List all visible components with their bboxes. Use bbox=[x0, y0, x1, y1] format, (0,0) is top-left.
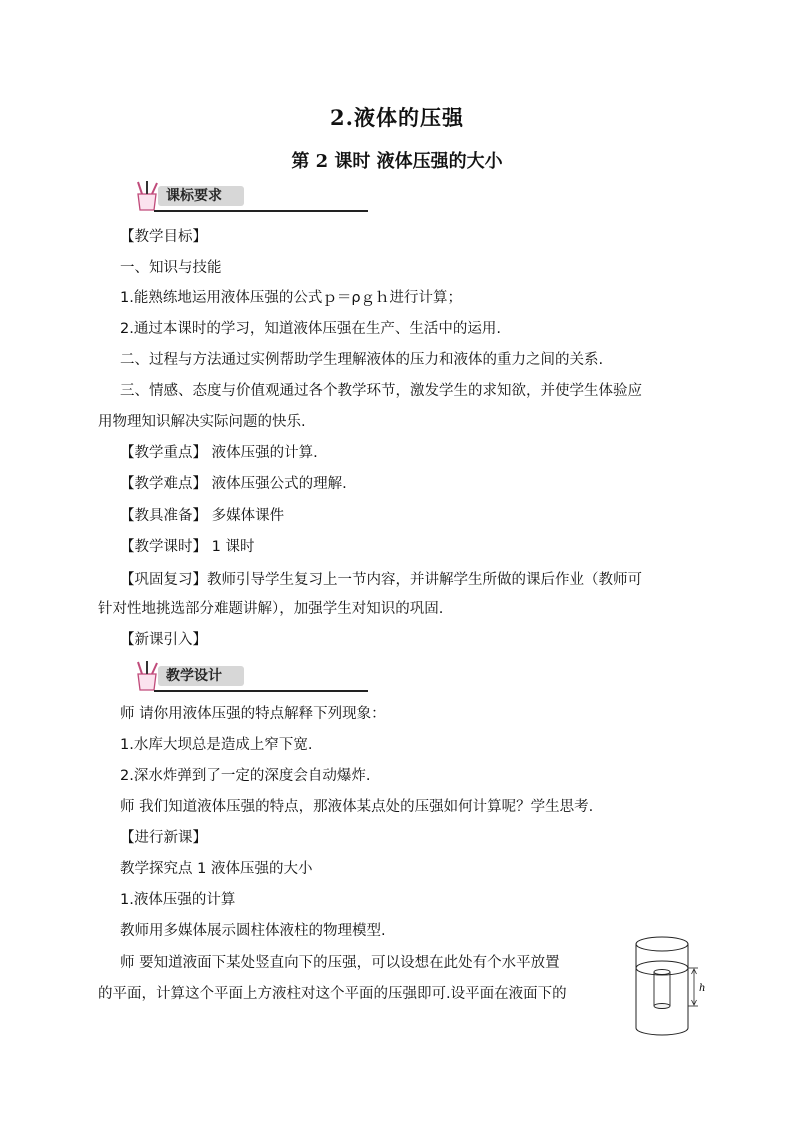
text-line: 1.水库大坝总是造成上窄下宽. bbox=[120, 737, 313, 753]
text-line: 【教具准备】 多媒体课件 bbox=[120, 508, 285, 524]
section-header-kebiao bbox=[124, 180, 254, 214]
text-line: 【新课引入】 bbox=[120, 632, 207, 648]
text-line: 【教学难点】 液体压强公式的理解. bbox=[120, 476, 347, 492]
text-line: 教学探究点 1 液体压强的大小 bbox=[120, 861, 313, 877]
text-line: 师 请你用液体压强的特点解释下列现象： bbox=[120, 706, 386, 722]
section-header-sheji bbox=[124, 660, 254, 694]
text-line: 2.通过本课时的学习，知道液体压强在生产、生活中的运用. bbox=[120, 321, 501, 337]
text-line: 三、情感、态度与价值观通过各个教学环节，激发学生的求知欲，并使学生体验应 bbox=[120, 383, 642, 399]
text-line: 2.深水炸弹到了一定的深度会自动爆炸. bbox=[120, 768, 371, 784]
liquid-column-figure bbox=[628, 932, 714, 1042]
text-line: 针对性地挑选部分难题讲解），加强学生对知识的巩固. bbox=[98, 601, 444, 617]
text-line: 【教学目标】 bbox=[120, 229, 207, 245]
text-line: 用物理知识解决实际问题的快乐. bbox=[98, 414, 306, 430]
section-label-kebiao: 课标要求 bbox=[158, 186, 244, 206]
text-line: 二、过程与方法通过实例帮助学生理解液体的压力和液体的重力之间的关系. bbox=[120, 352, 604, 368]
page-subtitle: 第 2 课时 液体压强的大小 bbox=[291, 151, 503, 172]
text-line: 【进行新课】 bbox=[120, 830, 207, 846]
text-line: 的平面，计算这个平面上方液柱对这个平面的压强即可.设平面在液面下的 bbox=[98, 986, 567, 1002]
section-rule bbox=[154, 690, 368, 692]
text-line: 1.液体压强的计算 bbox=[120, 892, 236, 908]
text-line: 【教学课时】 1 课时 bbox=[120, 539, 255, 555]
text-line: 教师用多媒体展示圆柱体液柱的物理模型. bbox=[120, 923, 386, 939]
text-line: 师 我们知道液体压强的特点，那液体某点处的压强如何计算呢？学生思考. bbox=[120, 799, 594, 815]
text-line: 【巩固复习】教师引导学生复习上一节内容，并讲解学生所做的课后作业（教师可 bbox=[120, 572, 642, 588]
text-line: 一、知识与技能 bbox=[120, 260, 222, 276]
text-line: 师 要知道液面下某处竖直向下的压强，可以设想在此处有个水平放置 bbox=[120, 955, 560, 971]
depth-label: h bbox=[699, 983, 706, 994]
section-rule bbox=[154, 210, 368, 212]
section-label-sheji: 教学设计 bbox=[158, 666, 244, 686]
page-title: 2.液体的压强 bbox=[330, 105, 464, 130]
text-line: 【教学重点】 液体压强的计算. bbox=[120, 445, 318, 461]
text-line: 1.能熟练地运用液体压强的公式ｐ＝ρｇｈ进行计算； bbox=[120, 290, 463, 306]
